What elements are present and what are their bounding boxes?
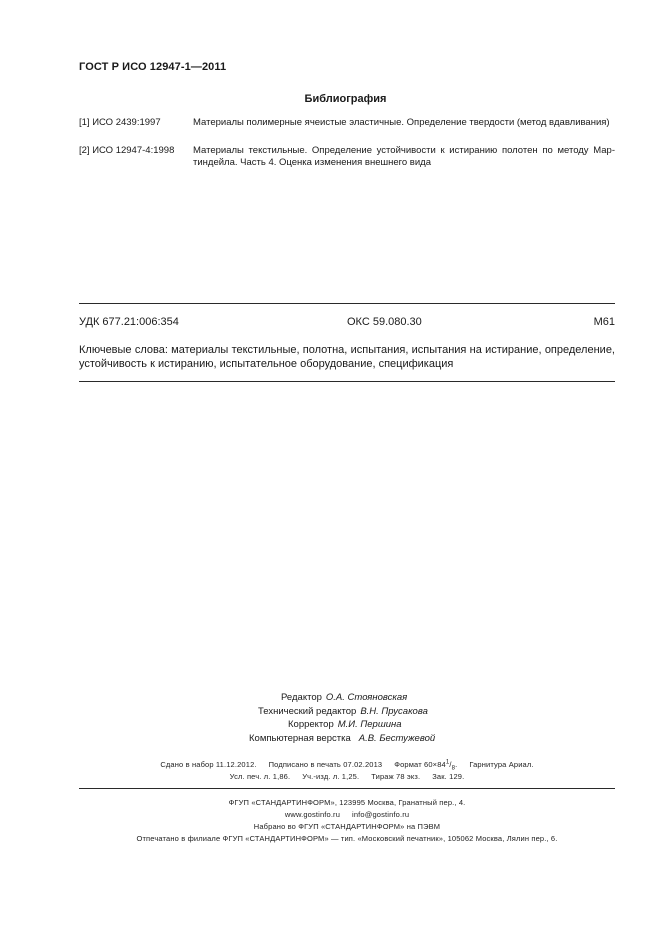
order-number: Зак. 129. (432, 772, 465, 781)
sent-date: Сдано в набор 11.12.2012. (160, 759, 257, 769)
bibliography-text: Материалы полимерные ячеистые эластичные. Определение твердости (метод вдавливания) (193, 117, 610, 128)
publisher-email: info@gostinfo.ru (352, 810, 410, 819)
format: Формат $60\times 84^1/_8$. (394, 759, 458, 771)
credit-editor (200, 691, 500, 705)
credit-name: О.А. Стояновская (325, 692, 408, 703)
credit-layout (200, 732, 500, 746)
bibliography-ref: [2] ИСО 12947-4:1998 (79, 145, 175, 156)
document-code-header: ГОСТ Р ИСО 12947-1—2011 (79, 61, 227, 73)
keywords (79, 343, 615, 371)
print-run: Тираж 78 экз. (371, 772, 421, 781)
publication-line-2 (79, 772, 615, 781)
print-sheets: Усл. печ. л. 1,86. (229, 772, 291, 781)
font-info: Гарнитура Ариал. (469, 759, 534, 769)
credits-block (200, 691, 500, 745)
bibliography-entry-1 (79, 117, 615, 129)
oks-code: ОКС 59.080.30 (347, 316, 422, 328)
publisher-line-1: ФГУП «СТАНДАРТИНФОРМ», 123995 Москва, Гранатный пер., 4. (228, 798, 466, 807)
bottom-rule (79, 381, 615, 382)
credit-role: Редактор (281, 692, 322, 703)
credit-name: В.Н. Прусакова (360, 705, 428, 717)
bibliography-text: Материалы текстильные. Определение устойчивости к истиранию полотен по методу Мар-тиндейла. Часть 4. Оценка изменения внешнего вида (193, 145, 615, 168)
category-code: М61 (593, 316, 615, 328)
keywords-line-2: устойчивость к истиранию, испытательное оборудование, спецификация (79, 358, 454, 370)
format-sub: 8 (451, 765, 456, 771)
pub-sheets: Уч.-изд. л. 1,25. (302, 772, 360, 781)
publication-line-1 (79, 759, 615, 771)
credit-name: А.В. Бестужевой (358, 732, 436, 744)
footer-rule (79, 788, 615, 789)
publisher-website: www.gostinfo.ru (284, 810, 341, 819)
classification-row (79, 316, 615, 330)
signed-date: Подписано в печать 07.02.2013 (268, 759, 383, 769)
publisher-line-2 (79, 810, 615, 819)
credit-tech-editor (200, 705, 500, 719)
publisher-line-3: Набрано во ФГУП «СТАНДАРТИНФОРМ» на ПЭВМ (253, 822, 441, 831)
top-rule (79, 303, 615, 304)
keywords-line-1: Ключевые слова: материалы текстильные, полотна, испытания, испытания на истирание, определение, (79, 344, 615, 356)
bibliography-entry-2 (79, 145, 615, 169)
credit-role: Корректор (288, 719, 334, 730)
credit-role: Компьютерная верстка (249, 732, 351, 744)
format-sup: 1 (445, 759, 450, 765)
credit-proofreader (200, 718, 500, 732)
bibliography-title: Библиография (304, 93, 387, 105)
bibliography-ref: [1] ИСО 2439:1997 (79, 117, 161, 128)
publisher-line-4: Отпечатано в филиале ФГУП «СТАНДАРТИНФОРМ» — тип. «Московский печатник», 105062 Москва, Лялин пер., 6. (136, 834, 558, 843)
credit-role: Технический редактор (258, 705, 357, 717)
credit-name: М.И. Першина (337, 719, 402, 730)
udk-code: УДК 677.21:006:354 (79, 316, 179, 328)
